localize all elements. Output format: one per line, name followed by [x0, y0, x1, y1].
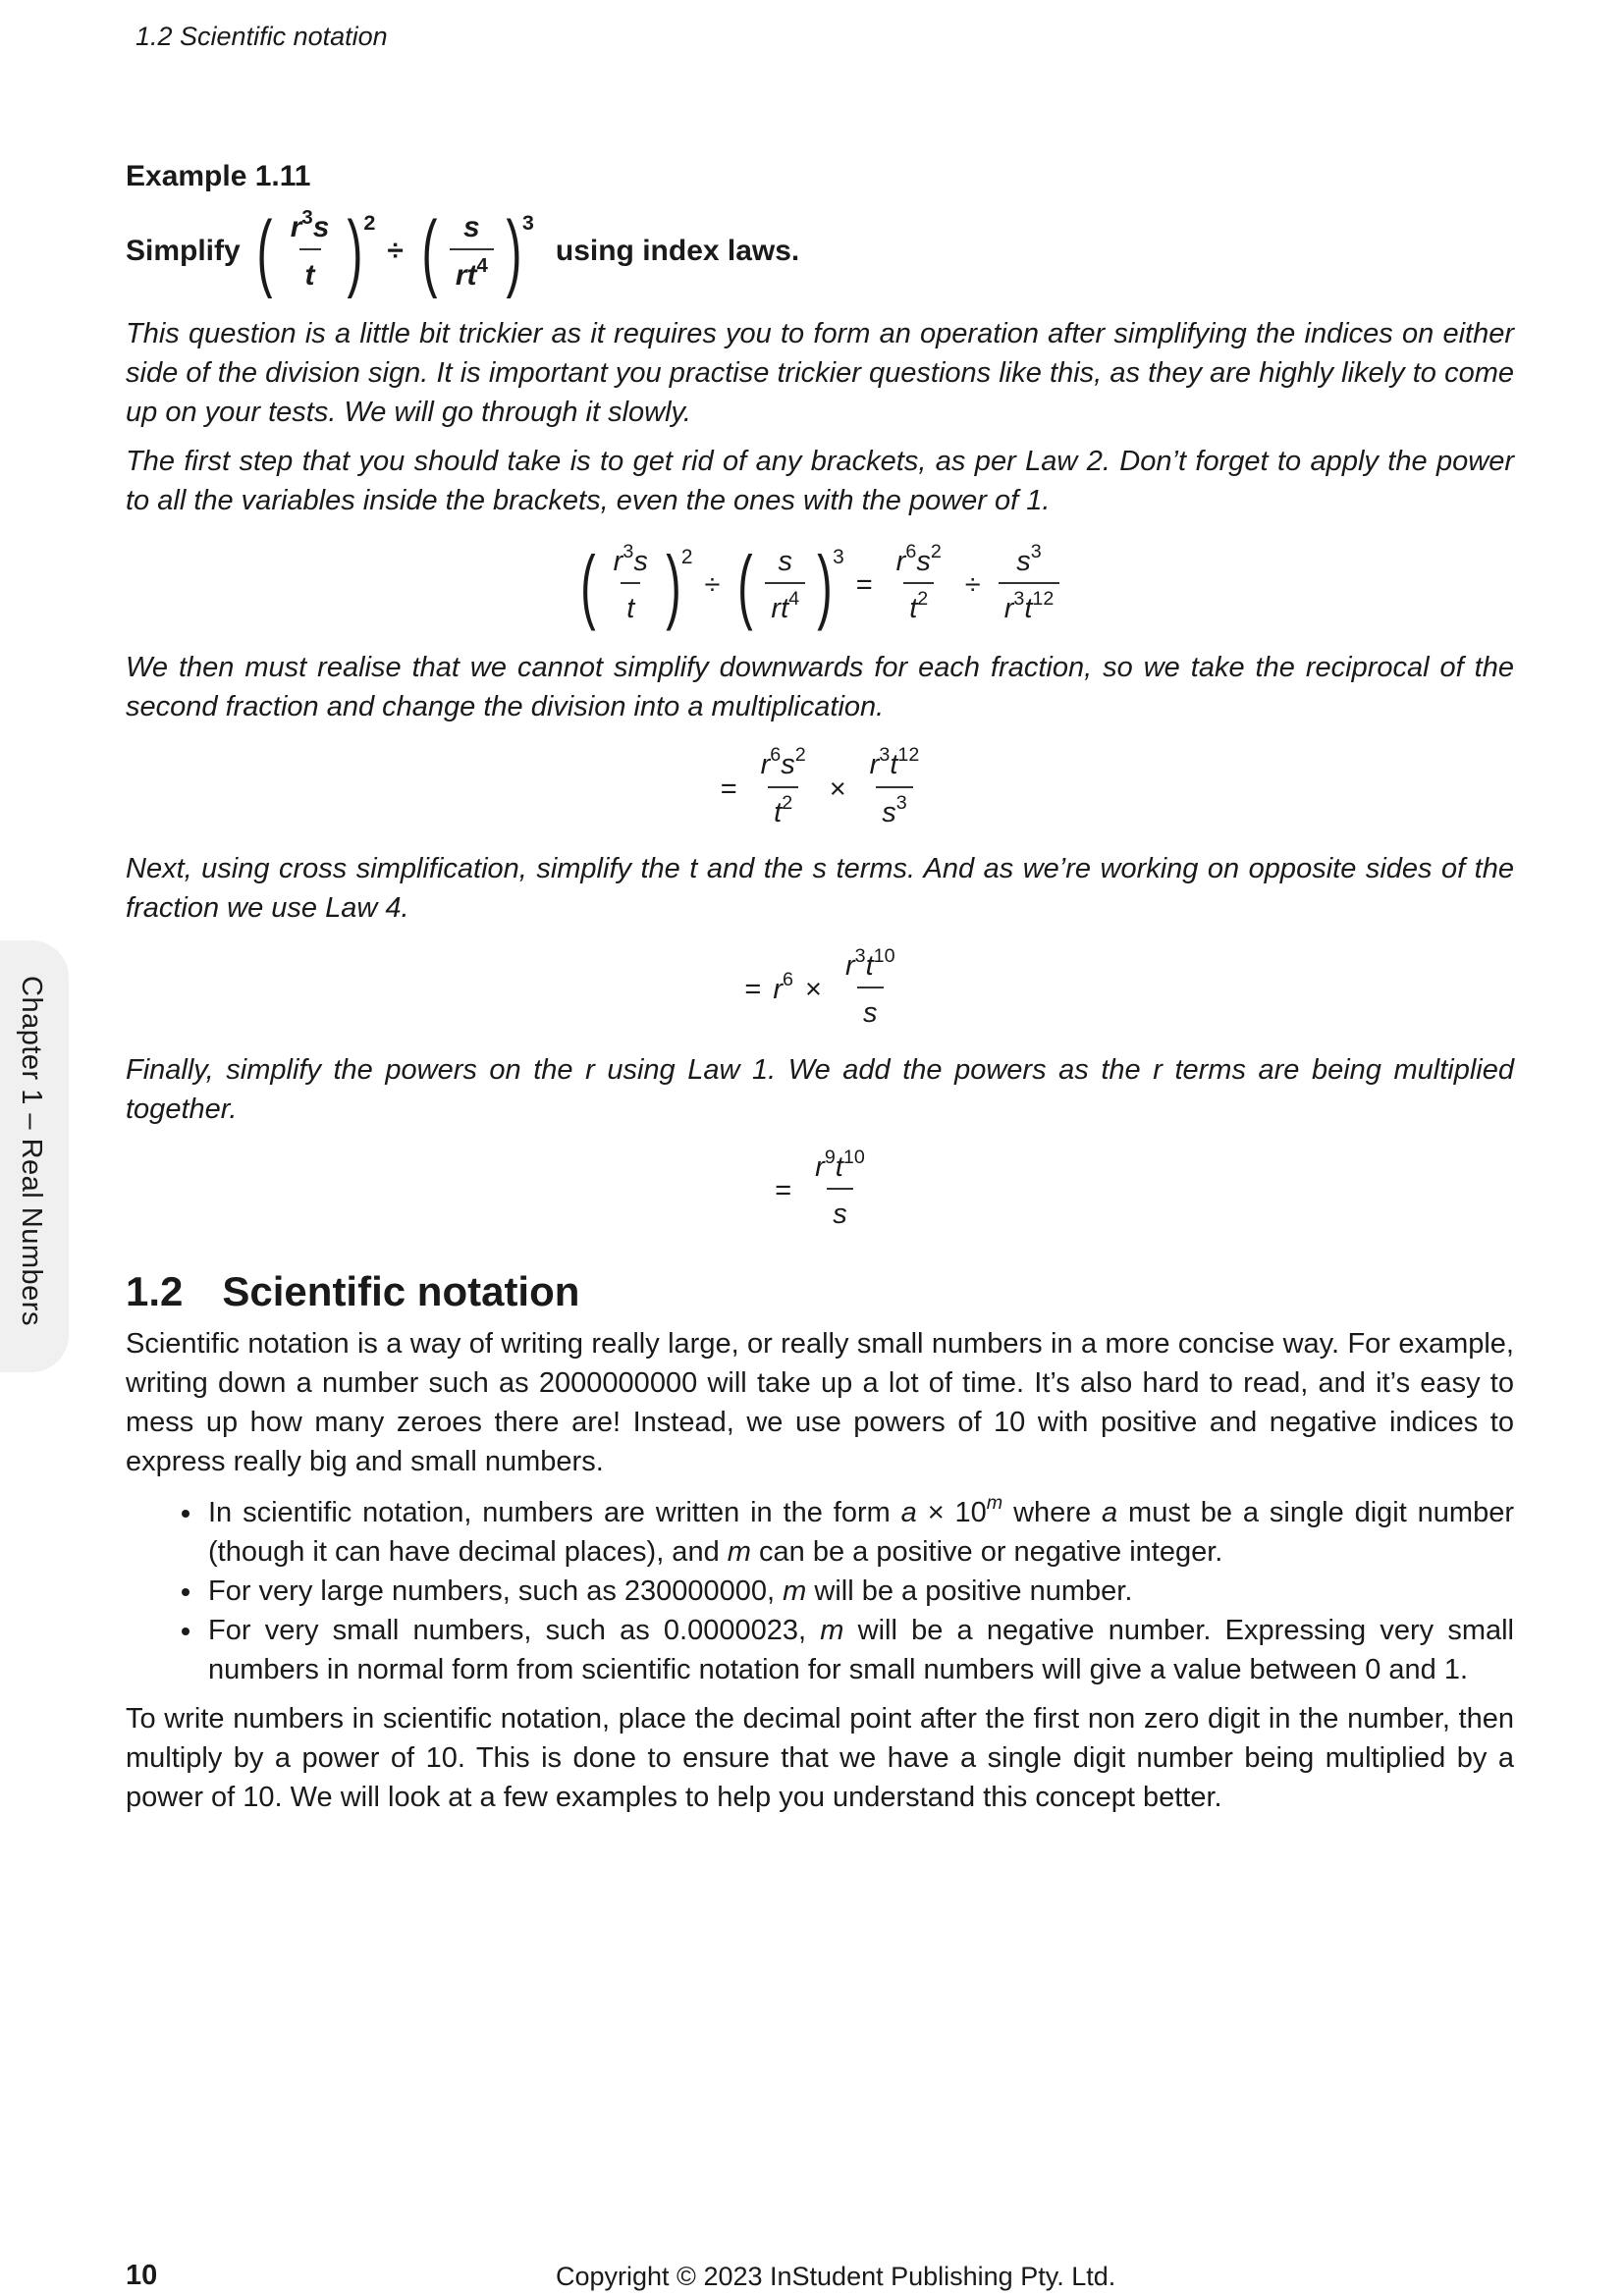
example-title: Example 1.11 — [126, 160, 311, 192]
section-title: Scientific notation — [222, 1267, 580, 1314]
list-item: • For very small numbers, such as 0.0000023, m will be a negative number. Expressing very small numbers in normal form from scientific notation for small numbers will give a value between 0 and 1. — [204, 1611, 1514, 1689]
list-item: • In scientific notation, numbers are written in the form a × 10$^m$ where a must be a single digit number (though it can have decimal places), and m can be a positive or negative integer. — [204, 1493, 1514, 1572]
paragraph-1: This question is a little bit trickier as it requires you to form an operation after simplifying the indices on either side of the division sign. It is important you practise trickier questions like this, as they are highly likely to come up on your tests. We will go through it slowly. — [126, 318, 1514, 428]
example-prompt — [126, 198, 1514, 304]
running-header: 1.2 Scientific notation — [135, 22, 388, 51]
equation-step-3: = $r^6$ × $\frac{r^3t^{10}}{s}$ — [744, 945, 895, 1030]
prompt-before: Simplify — [126, 235, 241, 267]
paragraph-5: Finally, simplify the powers on the r using Law 1. We add the powers as the r terms are being multiplied together. — [126, 1053, 1514, 1125]
list-item: • For very large numbers, such as 230000000, m will be a positive number. — [204, 1572, 1514, 1611]
prompt-after: using index laws. — [555, 235, 800, 267]
problem-expression: ( $\frac{r^3s}{t}$ ) 2 ÷ ( $\frac{s}{rt^4}$ ) 3 — [256, 203, 534, 299]
paragraph-2: The first step that you should take is to get rid of any brackets, as per Law 2. Don’t forget to apply the power to all the variables inside the brackets, even the ones with the power of 1. — [126, 446, 1514, 516]
equation-step-4: = $\frac{r^9t^{10}}{s}$ — [775, 1147, 865, 1231]
page-number: 10 — [126, 2260, 158, 2291]
equation-step-2: = $\frac{r^6s^2}{t^2}$ × $\frac{r^3t^{12}}{s^3}$ — [720, 744, 920, 828]
section-number: 1.2 — [126, 1267, 184, 1314]
section-heading — [126, 1267, 1514, 1316]
chapter-label: Chapter 1 – Real Numbers — [16, 976, 47, 1326]
equation-step-1: ( $\frac{r^3s}{t}$ ) 2 ÷ ( $\frac{s}{rt^4}$ ) 3 = $\frac{r^6s^2}{t^2}$ ÷ $\frac{s^3}{r^3t^{12}}$ — [126, 544, 1514, 626]
bullet-list — [126, 1493, 1514, 1689]
paragraph-3: We then must realise that we cannot simplify downwards for each fraction, so we take the reciprocal of the second fraction and change the division into a multiplication. — [126, 652, 1514, 723]
section-closing: To write numbers in scientific notation, place the decimal point after the first non zero digit in the number, then multiply by a power of 10. This is done to ensure that we have a single digit number being multiplied by a power of 10. We will look at a few examples to help you understand this concept better. — [126, 1702, 1514, 1813]
section-intro: Scientific notation is a way of writing really large, or really small numbers in a more concise way. For example, writing down a number such as 2000000000 will take up a lot of time. It’s also hard to read, and it’s easy to mess up how many zeroes there are! Instead, we use powers of 10 with positive and negative indices to express really big and small numbers. — [126, 1327, 1514, 1477]
copyright-notice: Copyright © 2023 InStudent Publishing Pty. Ltd. — [556, 2262, 1116, 2291]
page-content — [126, 157, 1514, 1817]
paragraph-4: Next, using cross simplification, simplify the t and the s terms. And as we’re working on opposite sides of the fraction we use Law 4. — [126, 852, 1514, 924]
